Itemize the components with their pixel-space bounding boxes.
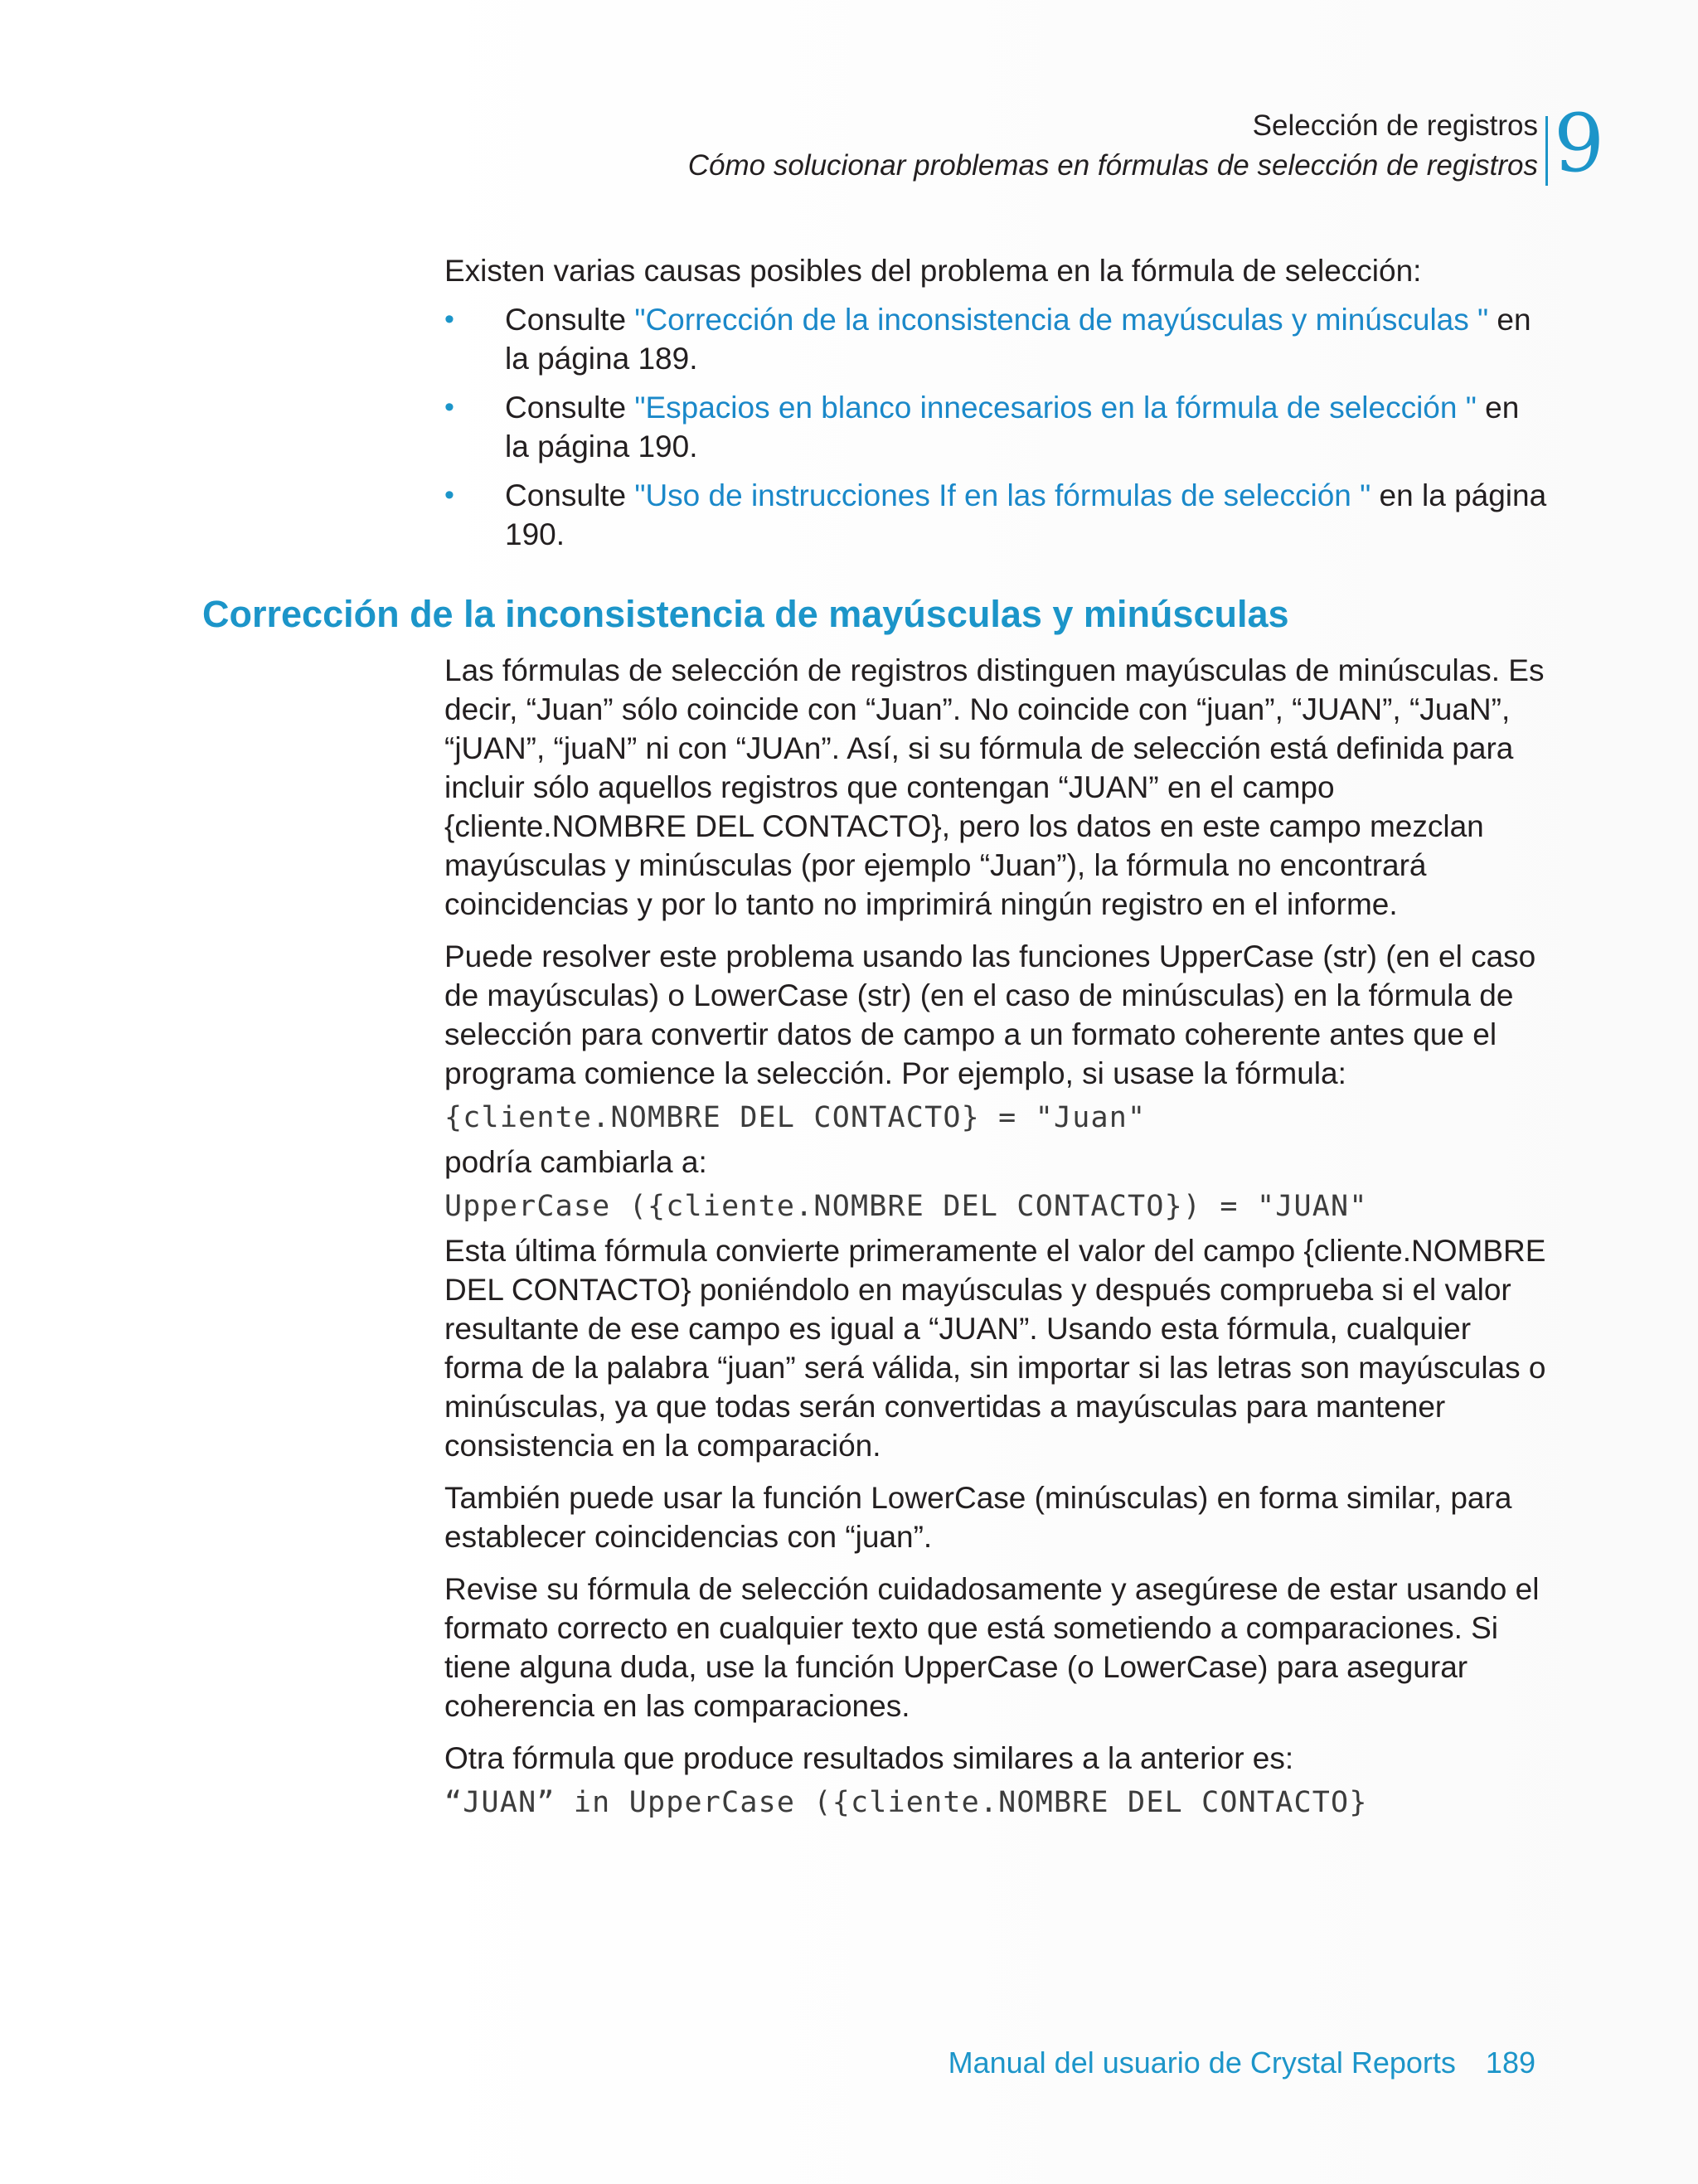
bullet-suffix: en la página 189. bbox=[505, 303, 1531, 376]
bullet-suffix: en la página 190. bbox=[505, 478, 1547, 551]
bullet-prefix: Consulte bbox=[505, 478, 635, 512]
bullet-icon: • bbox=[444, 479, 454, 511]
list-item bbox=[444, 388, 1547, 466]
bullet-prefix: Consulte bbox=[505, 303, 635, 337]
chapter-number: 9 bbox=[1554, 97, 1605, 190]
list-item bbox=[444, 300, 1547, 378]
code-example: “JUAN” in UpperCase ({cliente.NOMBRE DEL CONTACTO} bbox=[444, 1786, 1368, 1819]
bullet-icon: • bbox=[444, 303, 454, 335]
bullet-icon: • bbox=[444, 391, 454, 423]
code-example: {cliente.NOMBRE DEL CONTACTO} = "Juan" bbox=[444, 1101, 1147, 1134]
intro-text: Existen varias causas posibles del problema en la fórmula de selección: bbox=[444, 254, 1422, 288]
paragraph: También puede usar la función LowerCase (minúsculas) en forma similar, para establecer coincidencias con “juan”. bbox=[444, 1481, 1512, 1554]
paragraph: Las fórmulas de selección de registros distinguen mayúsculas de minúsculas. Es decir, “Juan” sólo coincide con “Juan”. No coincide con “juan”, “JUAN”, “JuaN”, “jUAN”, “juaN” ni con “JUAn”. Así, si su fórmula de selección está definida para incluir sólo aquellos registros que contengan “JUAN” en el campo {cliente.NOMBRE DEL CONTACTO}, pero los datos en este campo mezclan mayúsculas y minúsculas (por ejemplo “Juan”), la fórmula no encontrará coincidencias y por lo tanto no imprimirá ningún registro en el informe. bbox=[444, 653, 1545, 921]
causes-list bbox=[444, 300, 1547, 554]
section-heading: Corrección de la inconsistencia de mayúsculas y minúsculas bbox=[202, 593, 1289, 635]
cross-reference-link[interactable]: "Corrección de la inconsistencia de mayúsculas y minúsculas " bbox=[634, 303, 1489, 337]
running-header bbox=[688, 106, 1538, 186]
bullet-prefix: Consulte bbox=[505, 391, 635, 425]
paragraph: Otra fórmula que produce resultados similares a la anterior es: bbox=[444, 1741, 1294, 1775]
cross-reference-link[interactable]: "Espacios en blanco innecesarios en la fórmula de selección " bbox=[634, 391, 1477, 425]
cross-reference-link[interactable]: "Uso de instrucciones If en las fórmulas de selección " bbox=[634, 478, 1371, 512]
page-footer bbox=[948, 2043, 1535, 2083]
paragraph: Esta última fórmula convierte primeramente el valor del campo {cliente.NOMBRE DEL CONTACTO} poniéndolo en mayúsculas y después comprueba si el valor resultante de ese campo es igual a “JUAN”. Usando esta fórmula, cualquier forma de la palabra “juan” será válida, sin importar si las letras son mayúsculas o minúsculas, ya que todas serán convertidas a mayúsculas para mantener consistencia en la comparación. bbox=[444, 1234, 1546, 1463]
chapter-title: Selección de registros bbox=[1252, 109, 1538, 142]
bullet-suffix: en la página 190. bbox=[505, 391, 1520, 463]
page-number: 189 bbox=[1485, 2046, 1535, 2080]
paragraph: podría cambiarla a: bbox=[444, 1145, 707, 1179]
footer-title: Manual del usuario de Crystal Reports bbox=[948, 2046, 1456, 2080]
section-title: Cómo solucionar problemas en fórmulas de selección de registros bbox=[687, 149, 1538, 182]
code-example: UpperCase ({cliente.NOMBRE DEL CONTACTO}) = "JUAN" bbox=[444, 1190, 1368, 1223]
paragraph: Revise su fórmula de selección cuidadosamente y asegúrese de estar usando el formato correcto en cualquier texto que está sometiendo a comparaciones. Si tiene alguna duda, use la función UpperCase (o LowerCase) para asegurar coherencia en las comparaciones. bbox=[444, 1572, 1540, 1723]
list-item bbox=[444, 476, 1547, 554]
header-divider bbox=[1545, 116, 1548, 186]
section-body bbox=[444, 651, 1547, 1827]
paragraph: Puede resolver este problema usando las funciones UpperCase (str) (en el caso de mayúsculas) o LowerCase (str) (en el caso de minúsculas) en la fórmula de selección para convertir datos de campo a un formato coherente antes que el programa comience la selección. Por ejemplo, si usase la fórmula: bbox=[444, 939, 1536, 1090]
intro-block bbox=[444, 251, 1547, 564]
